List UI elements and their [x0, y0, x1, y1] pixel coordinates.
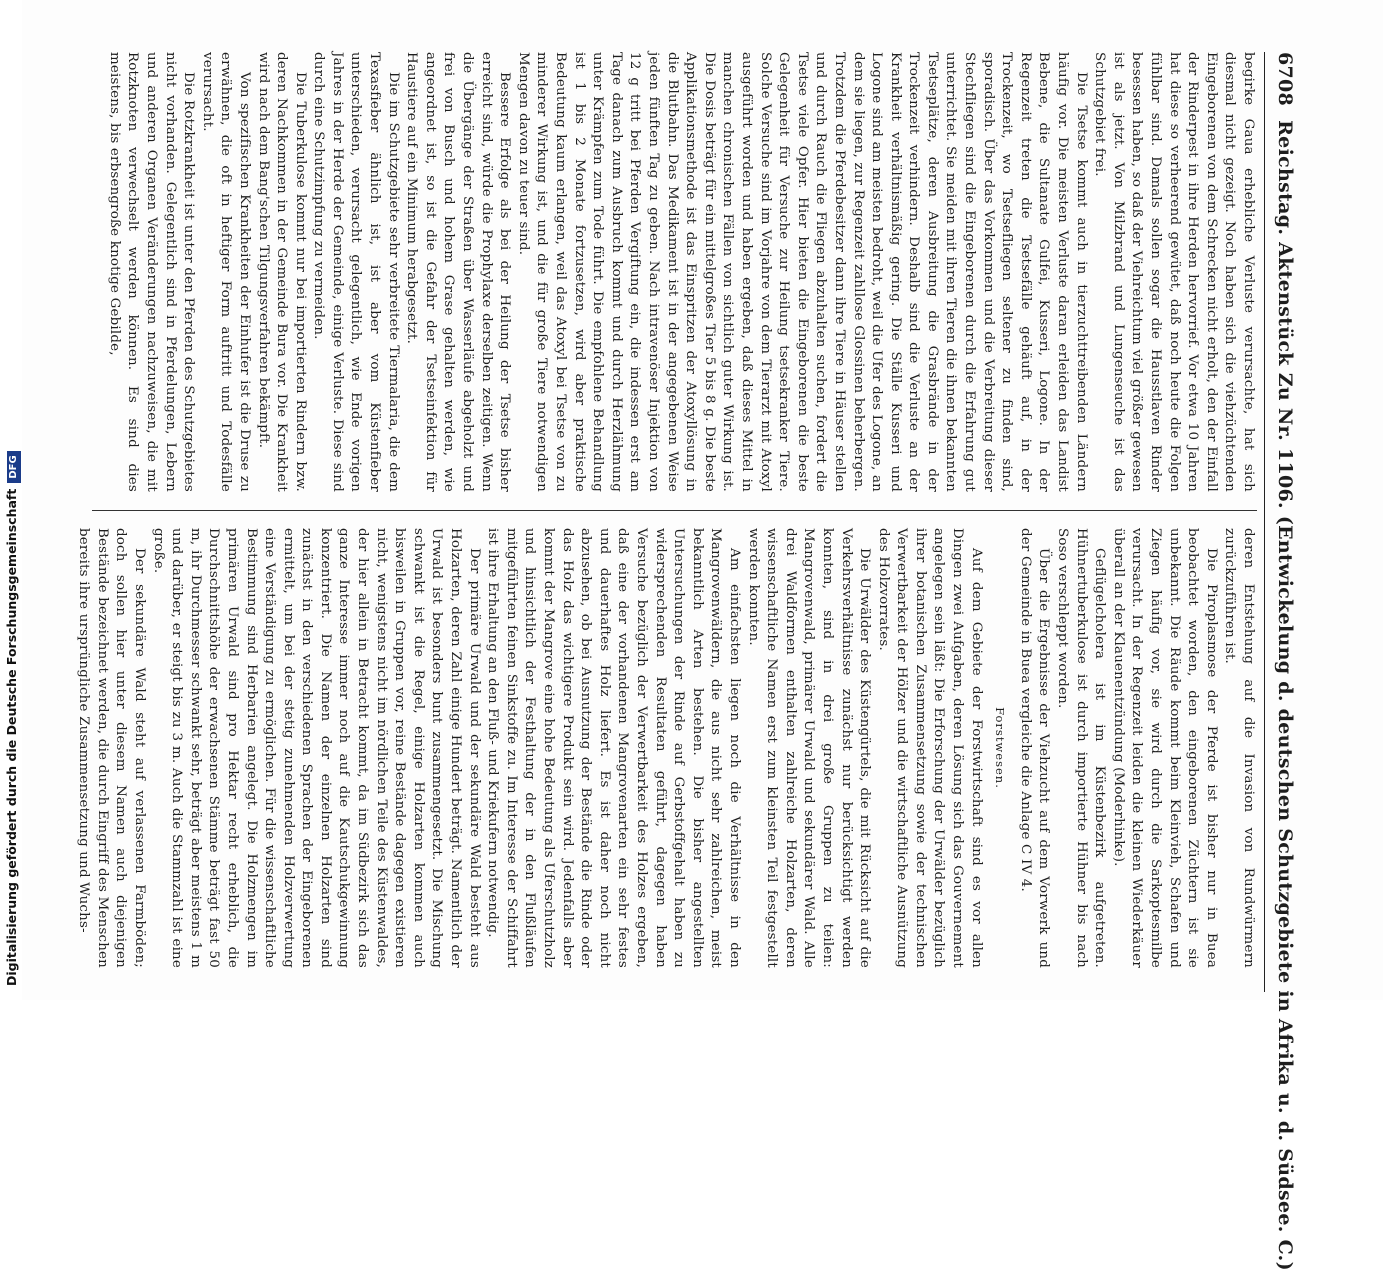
paragraph: Die Urwälder des Küstengürtels, die mit Rücksicht auf die Verkehrsverhältnisse zunächst nur berücksichtigt werden konnten, sind in drei große Gruppen zu teilen: Mangrovenwald, primärer Urwald und sekundärer Wald. Alle drei Waldformen enthalten zahlreiche Holzarten, deren wissenschaftliche Namen erst zum kleinsten Teil festgestellt werden konnten. [745, 528, 873, 968]
paragraph: Über die Ergebnisse der Viehzucht auf dem Vorwerk und der Gemeinde in Buea vergleiche die Anlage C IV 4. [1017, 528, 1052, 968]
paragraph: Von spezifischen Krankheiten der Einhufer ist die Druse zu erwähnen, die oft in heftiger Form auftritt und Todesfälle verursacht. [199, 52, 252, 492]
running-header [1267, 52, 1303, 1271]
running-title: Reichstag. Aktenstück Zu Nr. 1106. (Entwickelung d. deutschen Schutzgebiete in Afrika u. d. Südsee. C.) [1274, 120, 1296, 1271]
paragraph: Geflügelcholera ist im Küstenbezirk aufgetreten. Hühnertuberkulose ist durch importierte Hühner bis nach Soso verschleppt worden. [1055, 528, 1108, 968]
dfg-logo-icon: DFG [7, 451, 21, 482]
digitization-imprint [0, 0, 22, 1000]
paragraph: begirke Gaua erhebliche Verluste verursachte, hat sich diesmal nicht gezeigt. Noch haben sich die viehzüchtenden Eingeborenen von dem Schrecken nicht erholt, den der Einfall der Rinderpest in ihre Herden hervorrief. Vor etwa 10 Jahren hat diese so verheerend gewütet, daß noch heute die Folgen fühlbar sind. Damals sollen sogar die Hausstlaven Rinder besessen haben, so daß der Viehreichtum viel größer gewesen ist als jetzt. Von Milzbrand und Lungenseuche ist das Schutzgebiet frei. [1092, 52, 1256, 492]
left-column [82, 52, 1257, 492]
paragraph: Der sekundäre Wald steht auf verlassenen Farmböden; doch sollen hier unter diesem Namen auch diejenigen Bestände bezeichnet werden, die durch Eingriff des Menschen bereits ihre ursprüngliche Zusammensetzung und Wuchs- [76, 528, 147, 968]
header-rule [1264, 52, 1265, 992]
paragraph: Der primäre Urwald und der sekundäre Wald besteht aus Holzarten, deren Zahl einige Hundert beträgt. Namentlich der Urwald ist besonders bunt zusammengesetzt. Die Mischung schwankt ist die Regel, einige Holzarten kommen auch bisweilen in Gruppen vor, reine Bestände dagegen existieren nicht, wenigstens nicht im nördlichen Teile des Küstenwaldes, der hier allein in Betracht kommt, da im Südbezirk sich das ganze Interesse immer noch auf die Kautschukgewinnung konzentriert. Die Namen der einzelnen Holzarten sind zunächst in den verschiedenen Sprachen der Eingeborenen ermittelt, um bei der stetig zunehmenden Holzverwertung eine Verständigung zu ermöglichen. Für die wissenschaftliche Bestimmung sind Herbarien angelegt. Die Holzmengen im primären Urwald sind pro Hektar recht erheblich, die Durchschnittshöhe der erwachsenen Stämme beträgt fast 50 m, ihr Durchmesser schwankt sehr, beträgt aber meistens 1 m und darüber, er steigt bis zu 3 m. Auch die Stammzahl ist eine große. [150, 528, 482, 968]
paragraph: Am einfachsten liegen noch die Verhältnisse in den Mangrovenwäldern, die aus nicht sehr zahlreichen, meist bekanntlich Arten bestehen. Die bisher angestellten Untersuchungen der Rinde auf Gerbstoffgehalt haben zu widersprechenden Resultaten geführt, dagegen haben Versuche bezüglich der Verwertbarkeit des Holzes ergeben, daß eine der vorhandenen Mangrovenarten ein sehr festes und dauerhaftes Holz liefert. Es ist daher noch nicht abzusehen, ob bei Ausnutzung der Bestände die Rinde oder das Holz das wichtigere Produkt sein wird. Jedenfalls aber kommt der Mangrove eine hohe Bedeutung als Uferschutzholz und hinsichtlich der Festhaltung der in den Flußläufen mitgeführten feinen Sinkstoffe zu. Im Interesse der Schiffahrt ist ihre Erhaltung an den Fluß- und Kriekufern notwendig. [485, 528, 742, 968]
paragraph: Die Piroplasmose der Pferde ist bisher nur in Buea beobachtet worden, den eingeborenen Züchtern ist sie unbekannt. Die Räude kommt beim Kleinvieh, Schafen und Ziegen häufig vor, sie wird durch die Sarkoptesmilbe verursacht. In der Regenzeit leiden die kleinen Wiederkäuer überall an der Klauenentzündung (Moderhinke). [1110, 528, 1219, 968]
rotated-document-page [76, 52, 1303, 1271]
paragraph: Die im Schutzgebiete sehr verbreitete Tiermalaria, die dem Texasfieber ähnlich ist, ist aber vom Küstenfieber unterschieden, verursacht gelegentlich, wie Ende vorigen Jahres in der Herde der Gemeinde, einige Verluste. Diese sind durch eine Schutzimpfung zu vermeiden. [311, 52, 401, 492]
paragraph: deren Entstehung auf die Invasion von Rundwürmern zurückzuführen ist. [1222, 528, 1256, 968]
right-column [76, 528, 1257, 968]
imprint-text [4, 451, 21, 986]
section-heading: Forstwesen. [993, 707, 1008, 789]
paragraph: Bessere Erfolge als bei der Heilung der Tsetse bisher erreicht sind, würde die Prophylaxe derselben zeitigen. Wenn die Übergänge der Straßen über Wasserläufe abgeholzt und frei von Busch und hohem Grase gehalten werden, wie angeordnet ist, so ist die Gefahr der Tsetseinfektion für Haustiere auf ein Minimum herabgesetzt. [404, 52, 513, 492]
paragraph: Die Tuberkulose kommt nur bei importierten Rindern bzw. deren Nachkommen in der Gemeinde Bura vor. Die Krankheit wird nach dem Bang'schen Tilgungsverfahren bekämpft. [255, 52, 308, 492]
paragraph: Die Rotzkrankheit ist unter den Pferden des Schutzgebietes nicht vorhanden. Gelegentlich sind in Pferdelungen, Lebern und anderen Organen Veränderungen nachzuweisen, die mit Rotzknoten verwechselt werden können. Es sind dies meistens, bis erbsengroße knotige Gebilde, [106, 52, 197, 492]
paragraph: Auf dem Gebiete der Forstwirtschaft sind es vor allen Dingen zwei Aufgaben, deren Lösung sich das Gouvernement angelegen sein läßt: Die Erforschung der Urwälder bezüglich ihrer botanischen Zusammensetzung sowie der technischen Verwertbarkeit der Hölzer und die wirtschaftliche Ausnützung des Holzvorrates. [875, 528, 984, 968]
column-divider [92, 510, 1257, 511]
paragraph: Die Tsetse kommt auch in tierzuchttreibenden Ländern häufig vor. Die meisten Verluste daran erleiden das Landist Bebene, die Sultanate Gulfei, Kusseri, Logone. In der Regenzeit treten die Tsetsefälle gehäuft auf, in der Trockenzeit, wo Tsetsefliegen seltener zu finden sind, sporadisch. Über das Vorkommen und die Verbreitung dieser Stechfliegen sind die Eingeborenen durch die Erfahrung gut unterrichtet. Sie meiden mit ihren Tieren die ihnen bekannten Tsetseplätze, deren Ausbreitung die Grasbrände in der Trockenzeit verhindern. Deshalb sind die Verluste an der Krankheit verhältnismäßig gering. Die Ställe Kusseri und Logone sind am meisten bedroht, weil die Ufer des Logone, an dem sie liegen, zur Regenzeit zahllose Glossinen beherbergen. Trotzdem die Pferdebesitzer dann ihre Tiere in Häuser stellen und durch Rauch die Fliegen abzuhalten suchen, fordert die Tsetse viele Opfer. Hier bieten die Eingeborenen die beste Gelegenheit für Versuche zur Heilung tsetsekranker Tiere. Solche Versuche sind im Vorjahre von dem Tierarzt mit Atoxyl ausgeführt worden und haben ergeben, daß dieses Mittel in manchen chronischen Fällen von sichtlich guter Wirkung ist. Die Dosis beträgt für ein mittelgroßes Tier 5 bis 8 g. Die beste Applikationsmethode ist das Einspritzen der Atoxyllösung in die Blutbahn. Das Medikament ist in der angegebenen Weise jeden fünften Tag zu geben. Nach intravenöser Injektion von 12 g tritt bei Pferden Vergiftung ein, die indessen erst am Tage danach zum Ausbruch kommt und durch Herzlähmung unter Krämpfen zum Tode führt. Die empfohlene Behandlung ist 1 bis 2 Monate fortzusetzen, wird aber praktische Bedeutung kaum erlangen, weil das Atoxyl bei Tsetse von zu minderer Wirkung ist, und die für große Tiere notwendigen Mengen davon zu teuer sind. [515, 52, 1089, 492]
page-number: 6708 [1274, 52, 1296, 107]
imprint-label: Digitalisierung gefördert durch die Deutsche Forschungsgemeinschaft [4, 488, 19, 986]
